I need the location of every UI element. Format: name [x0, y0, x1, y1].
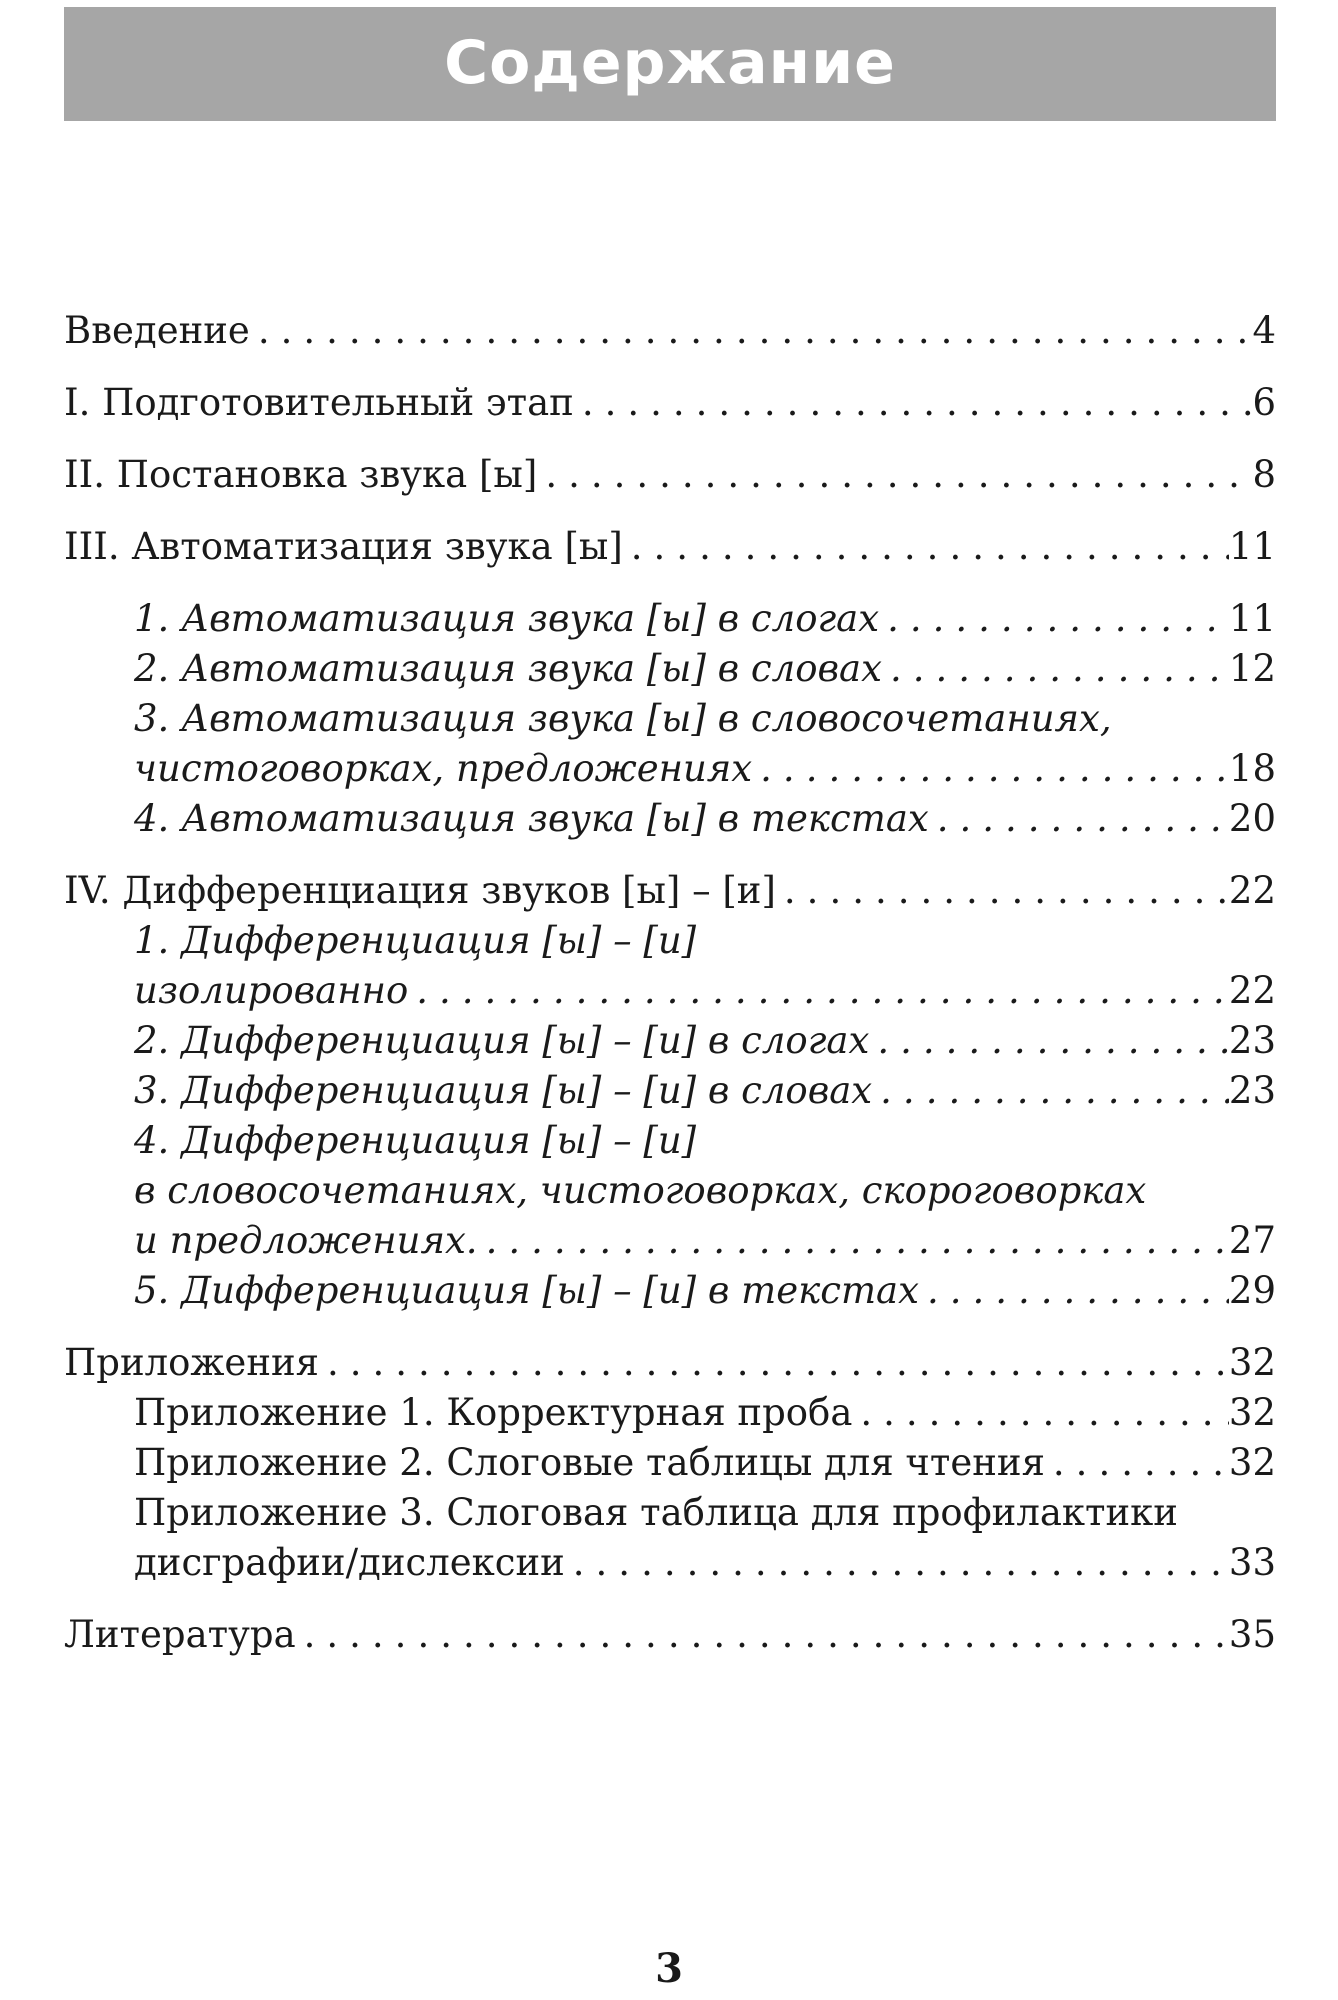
toc-entry-section-2: [64, 450, 1276, 500]
page-number: 3: [655, 1945, 683, 1992]
toc-entry-section-3: [64, 522, 1276, 572]
toc-page-number: 27: [1228, 1219, 1276, 1262]
dot-leader: [574, 378, 1253, 428]
toc-page-number: 11: [1228, 597, 1276, 640]
toc-entry-section-4-2: [64, 1016, 1276, 1066]
dot-leader: [1045, 1438, 1229, 1488]
toc-entry-section-4-5: [64, 1266, 1276, 1316]
toc-page-number: 32: [1228, 1441, 1276, 1484]
toc-entry-title: 4. Автоматизация звука [ы] в текстах: [134, 797, 929, 840]
toc-page-number: 8: [1252, 453, 1276, 496]
dot-leader: [752, 744, 1229, 794]
toc-page-number: 33: [1228, 1541, 1276, 1584]
toc-entry-title: дисграфии/дислексии: [134, 1541, 565, 1584]
toc-page-number: 22: [1228, 869, 1276, 912]
toc-entry-title: 2. Автоматизация звука [ы] в словах: [134, 647, 882, 690]
toc-entry-section-3-1: [64, 594, 1276, 644]
toc-entry-section-4-3: [64, 1066, 1276, 1116]
toc-entry-title: 3. Автоматизация звука [ы] в словосочетаниях,: [134, 697, 1112, 740]
toc-entry-title: II. Постановка звука [ы]: [64, 453, 538, 496]
dot-leader: [537, 450, 1252, 500]
dot-leader: [623, 522, 1229, 572]
toc-entry-section-4-1-line1: [64, 916, 1276, 966]
dot-leader: [872, 1066, 1229, 1116]
toc-page-number: 32: [1228, 1341, 1276, 1384]
dot-leader: [319, 1338, 1229, 1388]
toc-entry-title: 5. Дифференциация [ы] – [и] в текстах: [134, 1269, 919, 1312]
toc-page-number: 20: [1228, 797, 1276, 840]
dot-leader: [852, 1388, 1229, 1438]
toc-page-number: 35: [1228, 1613, 1276, 1656]
dot-leader: [250, 306, 1253, 356]
toc-entry-section-4-4: [64, 1216, 1276, 1266]
toc-entry-title: Литература: [64, 1613, 296, 1656]
toc-entry-title: 3. Дифференциация [ы] – [и] в словах: [134, 1069, 873, 1112]
dot-leader: [882, 644, 1229, 694]
toc-entry-title: и предложениях.: [134, 1219, 478, 1262]
toc-entry-section-4-4-line1: [64, 1116, 1276, 1166]
toc-entry-appendix-1: [64, 1388, 1276, 1438]
toc-entry-appendix-2: [64, 1438, 1276, 1488]
toc-entry-literature: [64, 1610, 1276, 1660]
toc-page-number: 32: [1228, 1391, 1276, 1434]
dot-leader: [929, 794, 1229, 844]
toc-entry-section-4: [64, 866, 1276, 916]
toc-entry-title: 1. Автоматизация звука [ы] в слогах: [134, 597, 880, 640]
toc-page-number: 23: [1228, 1069, 1276, 1112]
toc-entry-title: чистоговорках, предложениях: [134, 747, 753, 790]
toc-page-number: 11: [1228, 525, 1276, 568]
toc-entry-title: 4. Дифференциация [ы] – [и]: [134, 1119, 697, 1162]
toc-entry-section-3-2: [64, 644, 1276, 694]
dot-leader: [478, 1216, 1229, 1266]
dot-leader: [919, 1266, 1229, 1316]
toc-entry-appendix-3-line1: [64, 1488, 1276, 1538]
dot-leader: [565, 1538, 1229, 1588]
toc-page-number: 22: [1228, 969, 1276, 1012]
toc-entry-appendices: [64, 1338, 1276, 1388]
toc-entry-section-3-3: [64, 744, 1276, 794]
toc-entry-section-3-3-line1: [64, 694, 1276, 744]
toc-entry-title: Приложение 3. Слоговая таблица для профилактики: [134, 1491, 1178, 1534]
toc-entry-introduction: [64, 306, 1276, 356]
toc-entry-title: IV. Дифференциация звуков [ы] – [и]: [64, 869, 776, 912]
toc-entry-section-3-4: [64, 794, 1276, 844]
table-of-contents: [64, 306, 1276, 1660]
toc-page-number: 6: [1252, 381, 1276, 424]
toc-page-number: 29: [1228, 1269, 1276, 1312]
toc-page-number: 18: [1228, 747, 1276, 790]
dot-leader: [408, 966, 1229, 1016]
page-title: Содержание: [444, 28, 896, 98]
toc-entry-title: 1. Дифференциация [ы] – [и]: [134, 919, 697, 962]
toc-page-number: 23: [1228, 1019, 1276, 1062]
dot-leader: [879, 594, 1229, 644]
toc-entry-title: Введение: [64, 309, 250, 352]
toc-entry-section-1: [64, 378, 1276, 428]
toc-entry-title: изолированно: [134, 969, 409, 1012]
toc-entry-title: Приложение 1. Корректурная проба: [134, 1391, 853, 1434]
toc-entry-appendix-3: [64, 1538, 1276, 1588]
toc-entry-title: III. Автоматизация звука [ы]: [64, 525, 623, 568]
toc-entry-section-4-4-line2: [64, 1166, 1276, 1216]
header-bar: [64, 7, 1276, 121]
dot-leader: [776, 866, 1229, 916]
toc-entry-title: 2. Дифференциация [ы] – [и] в слогах: [134, 1019, 870, 1062]
toc-entry-section-4-1: [64, 966, 1276, 1016]
toc-entry-title: в словосочетаниях, чистоговорках, скороговорках: [134, 1169, 1147, 1212]
toc-entry-title: Приложение 2. Слоговые таблицы для чтения: [134, 1441, 1045, 1484]
toc-entry-title: I. Подготовительный этап: [64, 381, 574, 424]
toc-page-number: 4: [1252, 309, 1276, 352]
toc-page-number: 12: [1228, 647, 1276, 690]
dot-leader: [869, 1016, 1229, 1066]
dot-leader: [296, 1610, 1229, 1660]
toc-entry-title: Приложения: [64, 1341, 319, 1384]
